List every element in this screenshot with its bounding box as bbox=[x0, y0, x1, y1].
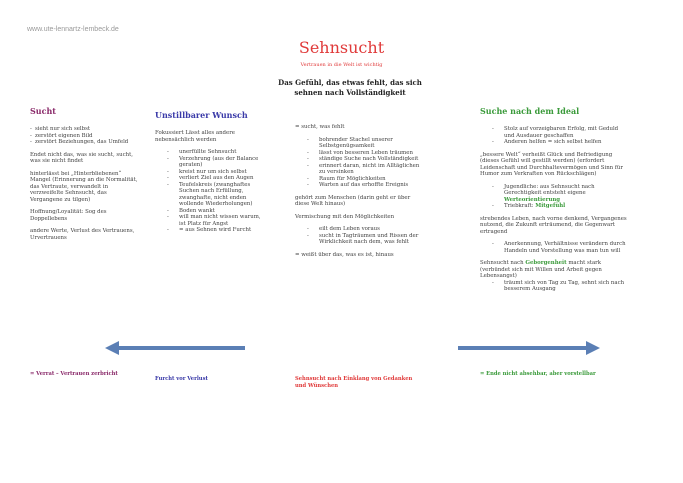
text: Sehnsucht nach bbox=[480, 260, 524, 266]
left-arrow-icon bbox=[105, 341, 245, 355]
list-item: - verliert Ziel aus den Augen bbox=[155, 175, 267, 182]
list-item: - Stolz auf vorzeigbaren Erfolg, mit Geduld und Ausdauer geschaffen bbox=[480, 126, 630, 139]
list-item: - sucht in Tagträumen und Rissen der Wirklichkeit nach dem, was fehlt bbox=[295, 233, 425, 246]
paragraph: „bessere Welt“ verheißt Glück und Befriedigung (dieses Gefühl will gestillt werden) (erfordert Leidenschaft und Durchhaltevermögen und Sinn für Humor zum Verkraften von Rückschlägen) bbox=[480, 151, 623, 177]
ideal-list-2 bbox=[480, 184, 630, 210]
center-list bbox=[295, 137, 425, 189]
page-subtitle: Vertrauen in die Welt ist wichtig bbox=[300, 62, 383, 68]
paragraph: Vermischung mit den Möglichkeiten bbox=[295, 213, 395, 220]
paragraph: = sucht, was fehlt bbox=[295, 124, 345, 130]
paragraph bbox=[480, 260, 630, 280]
text: Jugendliche: aus Sehnsucht nach Gerechtigkeit entsteht eigene bbox=[504, 183, 595, 196]
column-center bbox=[295, 124, 425, 264]
column-wunsch bbox=[155, 130, 267, 240]
list-item: - ständige Suche nach Vollständigkeit bbox=[295, 156, 425, 163]
list-item: - lässt von besseren Leben träumen bbox=[295, 150, 425, 157]
page-title: Sehnsucht bbox=[298, 38, 385, 57]
paragraph: strebendes Leben, nach vorne denkend, Vergangenes nutzend, die Zukunft erträumend, die Gegenwart ertragend bbox=[480, 215, 627, 235]
ideal-list-3 bbox=[480, 241, 630, 254]
wunsch-list bbox=[155, 149, 267, 234]
list-item: - = aus Sehnen wird Furcht bbox=[155, 227, 267, 234]
right-arrow-icon bbox=[458, 341, 600, 355]
paragraph: hinterlässt bei „Hinterbliebenen“ Mangel (Erinnerung an die Normalität, das Vertraute, verwandelt in verzweifelte Sehnsucht, das Vergangene zu tilgen) bbox=[30, 170, 138, 203]
footer-sucht: = Verrat – Vertrauen zerbricht bbox=[30, 371, 118, 377]
list-item: - Verzehrung (aus der Balance geraten) bbox=[155, 156, 267, 169]
lead-text: Das Gefühl, das etwas fehlt, das sich sehnen nach Vollständigkeit bbox=[278, 78, 422, 97]
list-item: - will man nicht wissen warum, ist Platz für Angst bbox=[155, 214, 267, 227]
list-item: - Anerkennung, Verhältnisse verändern durch Handeln und Vorstellung was man tun will bbox=[480, 241, 630, 254]
source-url: www.ute-lennartz-lembeck.de bbox=[27, 26, 119, 33]
heading-suche-nach-ideal: Suche nach dem Ideal bbox=[480, 106, 580, 116]
paragraph: Fokussiert Lässt alles andere nebensächlich werden bbox=[155, 130, 235, 143]
highlight: Mitgefühl bbox=[535, 203, 566, 209]
sucht-list bbox=[30, 126, 140, 146]
list-item: - Boden wankt bbox=[155, 208, 267, 215]
list-item: - zerstört eigenen Bild bbox=[30, 133, 140, 140]
paragraph: Endet nicht das, was sie sucht, sucht, was sie nicht findet bbox=[30, 151, 133, 164]
list-item: - eilt dem Leben voraus bbox=[295, 226, 425, 233]
footer-center: Sehnsucht nach Einklang von Gedanken und Wünschen bbox=[295, 376, 413, 389]
column-ideal bbox=[480, 126, 630, 299]
list-item: - Teufelskreis (zwanghaftes Suchen nach Erfüllung, zwanghafte, nicht enden wollende Wiederholungen) bbox=[155, 182, 267, 208]
ideal-list bbox=[480, 126, 630, 146]
list-item: - zerstört Beziehungen, das Umfeld bbox=[30, 139, 140, 146]
column-sucht bbox=[30, 126, 140, 247]
list-item: - Warten auf das erhoffte Ereignis bbox=[295, 182, 425, 189]
heading-unstillbarer-wunsch: Unstillbarer Wunsch bbox=[155, 110, 248, 120]
center-list-2 bbox=[295, 226, 425, 246]
text: Triebkraft: bbox=[504, 203, 534, 209]
text: macht stark (verbündet sich mit Willen und Arbeit gegen Lebensangst) bbox=[480, 260, 602, 279]
footer-ideal: = Ende nicht absehbar, aber vorstellbar bbox=[480, 371, 596, 377]
list-item: - unerfüllte Sehnsucht bbox=[155, 149, 267, 156]
footer-wunsch: Furcht vor Verlust bbox=[155, 376, 208, 382]
heading-sucht: Sucht bbox=[30, 106, 56, 116]
list-item: - Anderen helfen = sich selbst helfen bbox=[480, 139, 630, 146]
list-item: - bohrender Stachel unserer Selbstgenügsamkeit bbox=[295, 137, 425, 150]
paragraph: Hoffnung/Loyalität: Sog des Doppellebens bbox=[30, 209, 107, 222]
list-item bbox=[480, 203, 630, 210]
list-item: - träumt sich von Tag zu Tag, sehnt sich nach besserem Ausgang bbox=[480, 280, 630, 293]
highlight: Geborgenheit bbox=[525, 260, 567, 266]
list-item bbox=[480, 184, 630, 204]
highlight: Werteorientierung bbox=[504, 196, 561, 203]
paragraph: gehört zum Menschen (darin geht er über diese Welt hinaus) bbox=[295, 194, 411, 207]
paragraph: andere Werte, Verlust des Vertrauens, Urvertrauens bbox=[30, 228, 135, 241]
list-item: - Raum für Möglichkeiten bbox=[295, 176, 425, 183]
ideal-list-4 bbox=[480, 280, 630, 293]
list-item: - erinnert daran, nicht im Alltäglichen zu versinken bbox=[295, 163, 425, 176]
list-item: - kreist nur um sich selbst bbox=[155, 169, 267, 176]
paragraph: = weißt über das, was es ist, hinaus bbox=[295, 251, 394, 258]
list-item: - sieht nur sich selbst bbox=[30, 126, 140, 133]
